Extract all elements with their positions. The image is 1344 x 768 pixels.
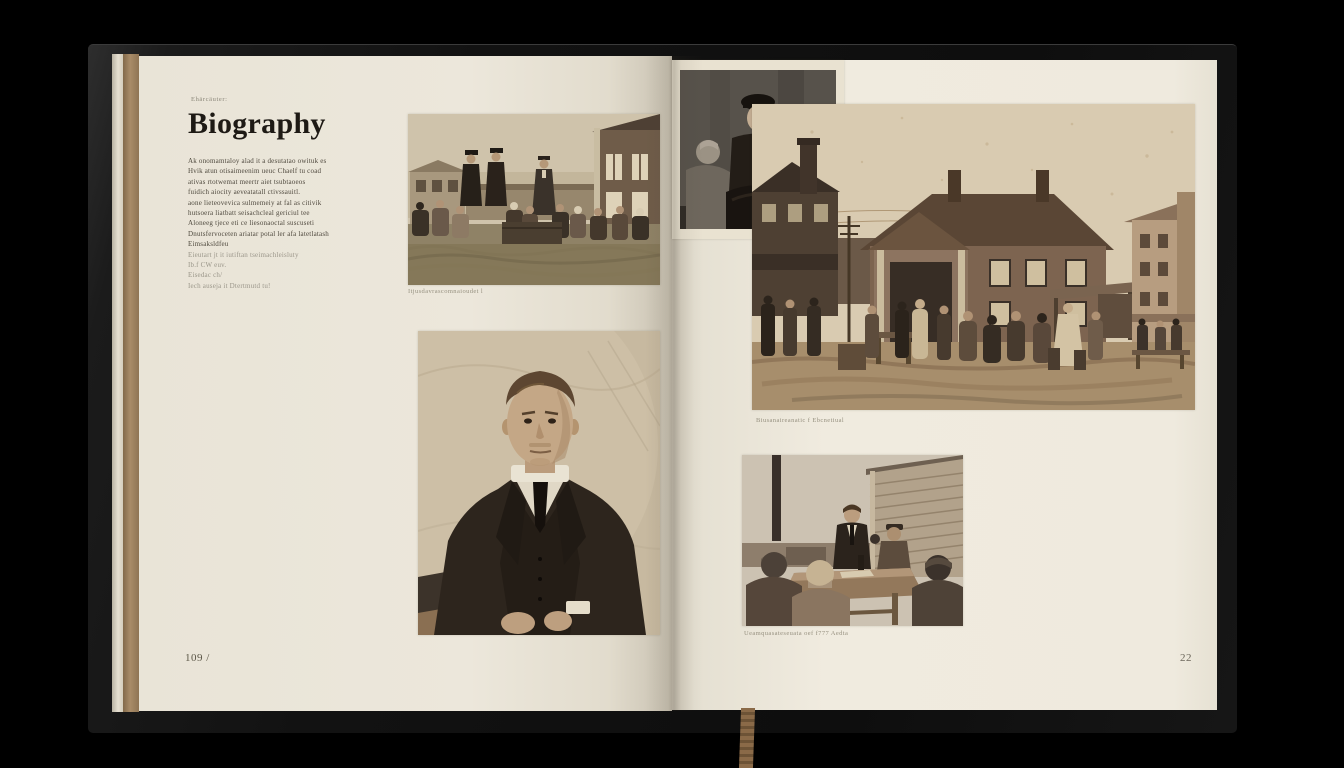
page-title: Biography: [188, 107, 326, 140]
portrait-illustration: [418, 331, 660, 635]
left-page: [139, 56, 672, 711]
bookmark-ribbon: [739, 708, 755, 768]
photo-portrait-man: [418, 331, 660, 635]
text-line: ativas rtotwemat meertr aiet tsubtaoeos: [188, 177, 306, 186]
table-meeting-illustration: [742, 455, 963, 626]
text-line: Ak onomamtaloy alad it a desutatao owituk es: [188, 157, 327, 165]
text-line: Iech auseja it Dtertmutd tu!: [188, 281, 271, 290]
photo-town-square: [752, 104, 1195, 410]
photo-caption: Ueamquasateseuata oef f777 Aedta: [744, 630, 849, 637]
text-line: Hvik atun otisaimeenim ueuc Chaelf tu coad: [188, 167, 322, 176]
endpaper-strip: [123, 54, 139, 712]
text-line: Eimsaksldfeu: [188, 240, 229, 249]
text-line: Dnutsfervoceten ariatar potal ler afa latetlatash: [188, 229, 329, 238]
text-line: fuidich aiocity aeveatatall ctivssauitl.: [188, 188, 301, 197]
section-eyebrow: Ehārcäuter:: [191, 96, 228, 103]
page-number-left: 109 /: [185, 652, 210, 664]
photo-table-meeting: [742, 455, 963, 626]
page-number-right: 22: [1180, 652, 1192, 664]
photo-group-outdoors: [408, 114, 660, 285]
text-line: aone lieteovevica sulmemeiy at fal as citivik: [188, 198, 322, 207]
body-text-faded: [188, 250, 354, 292]
right-page: [672, 60, 1217, 710]
text-line: Eisedac ch/: [188, 271, 223, 280]
group-outdoors-illustration: [408, 114, 660, 285]
text-line: Ib.f CW euv.: [188, 261, 227, 270]
text-line: hutsoera liatbatt seisachcleal gericiul tee: [188, 209, 310, 218]
photo-caption: Itjusdavrascomnaioudet l: [408, 288, 484, 295]
town-square-illustration: [752, 104, 1195, 410]
text-line: Aloneeg tjece eti ce liesonaoctal suscuseti: [188, 219, 315, 228]
body-text-dark: [188, 156, 354, 250]
page-stack-edge: [112, 54, 123, 712]
photo-caption: Biusanaireanatic f Ebcnetiual: [756, 417, 845, 424]
text-line: Eieutart jt it iutiftan tseimachleisluty: [188, 250, 299, 259]
body-text: [188, 156, 354, 291]
